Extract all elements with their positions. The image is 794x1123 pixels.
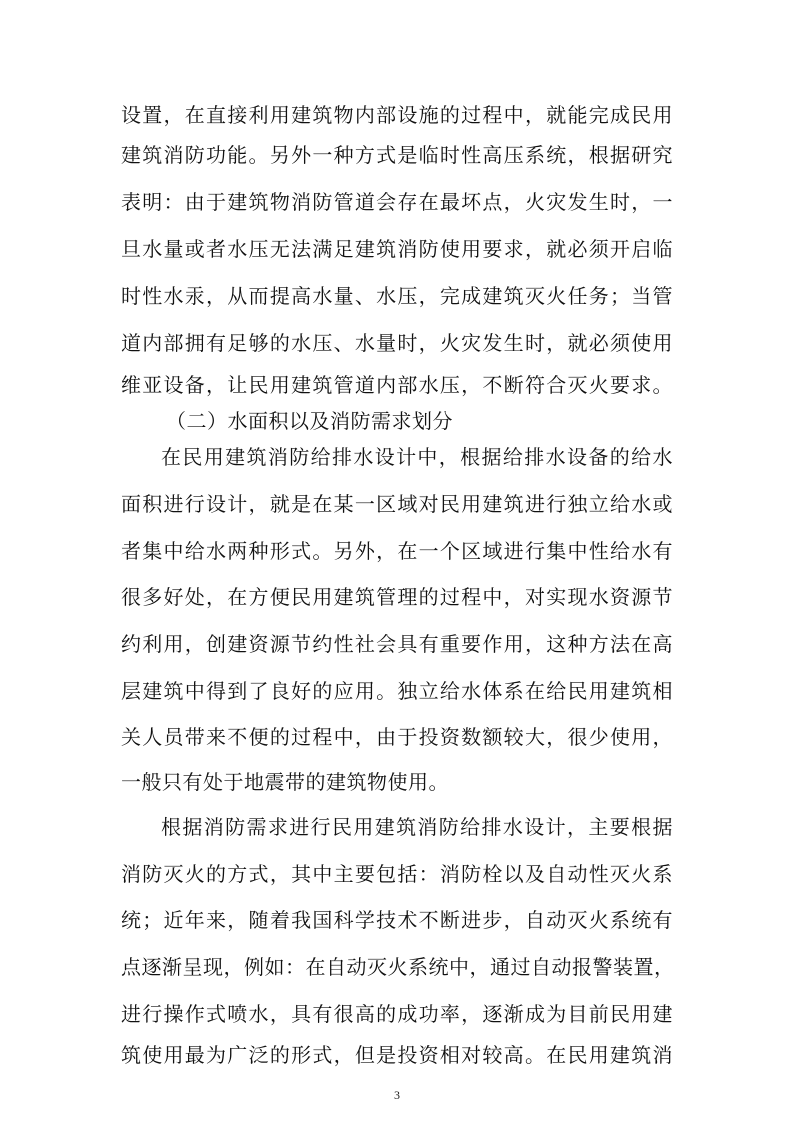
- text-line: 层建筑中得到了良好的应用。独立给水体系在给民用建筑相: [121, 679, 673, 703]
- text-line: 一般只有处于地震带的建筑物使用。: [121, 770, 449, 794]
- text-line: 者集中给水两种形式。另外，在一个区域进行集中性给水有: [121, 539, 673, 563]
- text-line: 道内部拥有足够的水压、水量时，火灾发生时，就必须使用: [121, 331, 673, 355]
- text-line: 进行操作式喷水，具有很高的成功率，逐渐成为目前民用建: [121, 1002, 673, 1026]
- text-line: 约利用，创建资源节约性社会具有重要作用，这种方法在高: [121, 632, 673, 656]
- text-line: 时性水汞，从而提高水量、水压，完成建筑灭火任务；当管: [121, 284, 673, 308]
- text-line: 在民用建筑消防给排水设计中，根据给排水设备的给水: [161, 445, 673, 469]
- page-number: 3: [394, 1088, 400, 1102]
- section-heading: （二）水面积以及消防需求划分: [166, 409, 453, 433]
- text-line: 点逐渐呈现，例如：在自动灭火系统中，通过自动报警装置，: [121, 955, 675, 979]
- text-line: 很多好处，在方便民用建筑管理的过程中，对实现水资源节: [121, 585, 673, 609]
- text-line: 根据消防需求进行民用建筑消防给排水设计，主要根据: [161, 815, 673, 839]
- text-line: 筑使用最为广泛的形式，但是投资相对较高。在民用建筑消: [121, 1043, 673, 1067]
- text-line: 设置，在直接利用建筑物内部设施的过程中，就能完成民用: [121, 103, 673, 127]
- text-line: 关人员带来不便的过程中，由于投资数额较大，很少使用，: [121, 725, 673, 749]
- text-line: 建筑消防功能。另外一种方式是临时性高压系统，根据研究: [121, 143, 673, 167]
- text-line: 维亚设备，让民用建筑管道内部水压，不断符合灭火要求。: [121, 373, 673, 397]
- text-line: 表明：由于建筑物消防管道会存在最坏点，火灾发生时，一: [121, 190, 673, 214]
- text-line: 面积进行设计，就是在某一区域对民用建筑进行独立给水或: [121, 492, 673, 516]
- text-line: 消防灭火的方式，其中主要包括：消防栓以及自动性灭火系: [121, 862, 673, 886]
- text-line: 旦水量或者水压无法满足建筑消防使用要求，就必须开启临: [121, 237, 673, 261]
- text-line: 统；近年来，随着我国科学技术不断进步，自动灭火系统有: [121, 908, 673, 932]
